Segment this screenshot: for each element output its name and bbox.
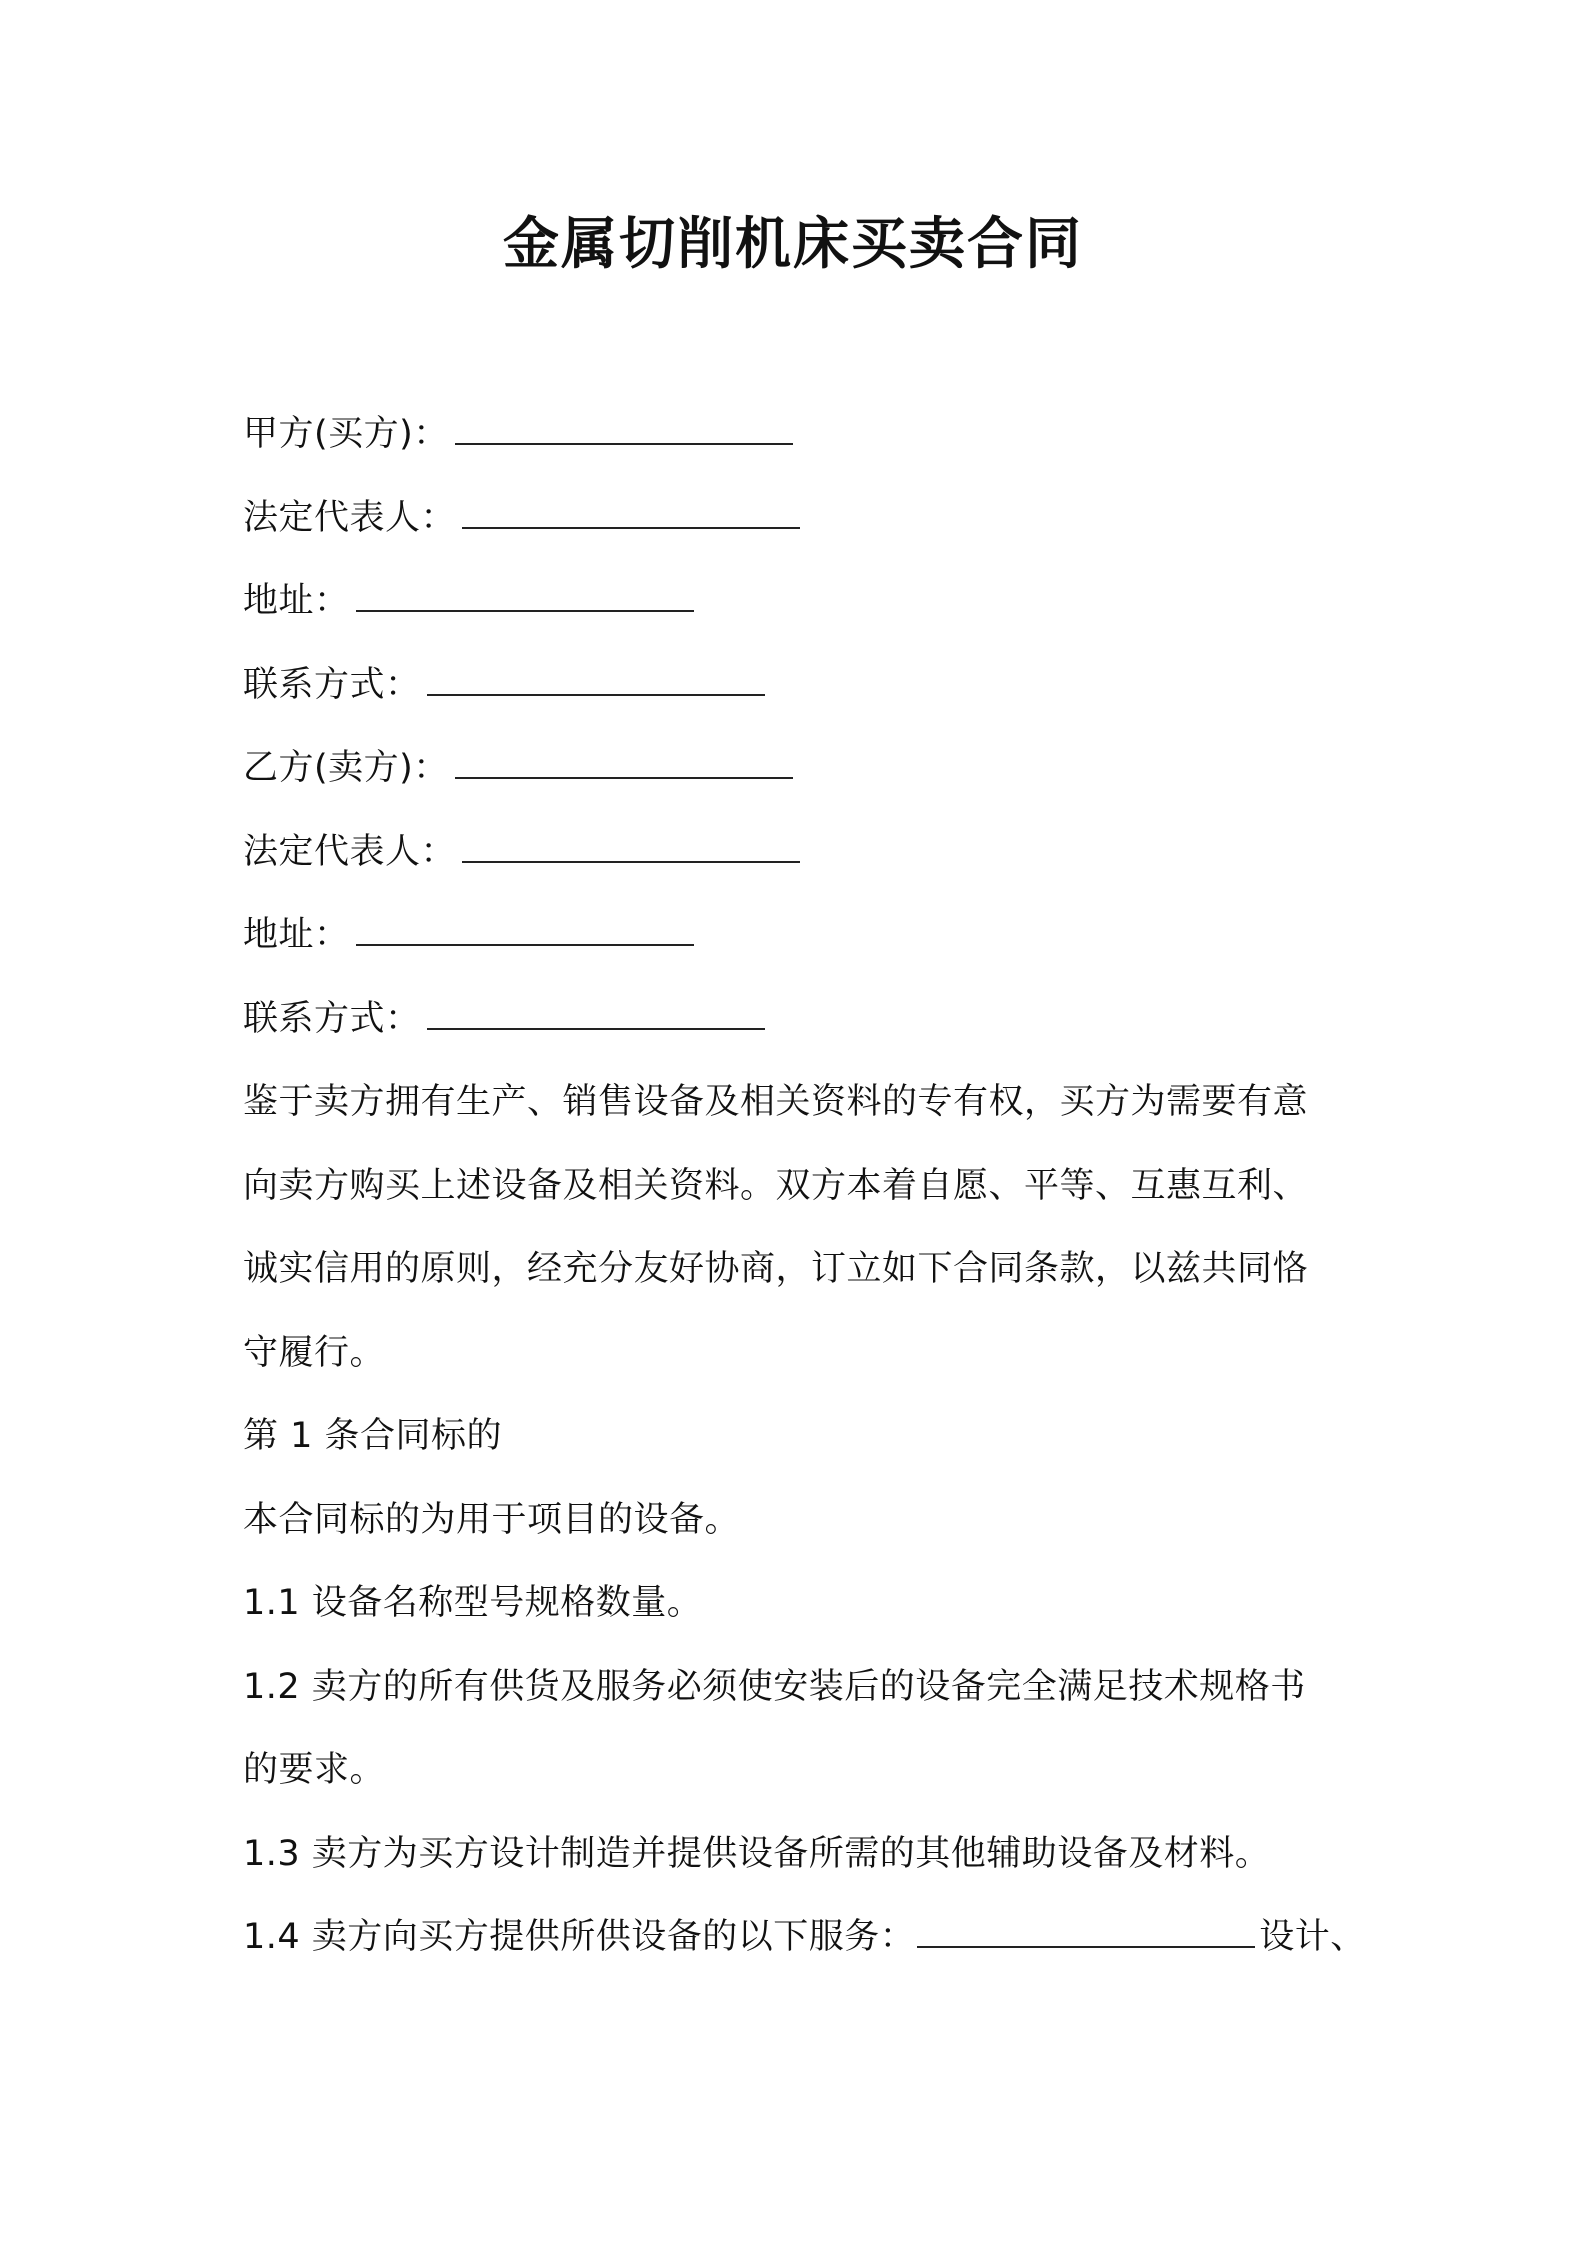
clause-1-4-blank — [917, 1916, 1255, 1948]
party-a-rep-label: 法定代表人： — [243, 497, 457, 538]
clause-1-4-suffix: 设计、 — [1259, 1917, 1366, 1957]
article-1-heading: 第 1 条合同标的 — [243, 1416, 503, 1456]
party-b-contact-label: 联系方式： — [243, 998, 421, 1039]
party-a-label: 甲方(买方)： — [243, 414, 449, 454]
preamble-line-1: 鉴于卖方拥有生产、销售设备及相关资料的专有权，买方为需要有意 — [243, 1082, 1309, 1122]
party-a-contact-label: 联系方式： — [243, 664, 421, 705]
party-b-rep-field — [243, 811, 1358, 895]
preamble-line-3: 诚实信用的原则，经充分友好协商，订立如下合同条款，以兹共同恪 — [243, 1249, 1309, 1289]
party-a-address-label: 地址： — [243, 581, 350, 621]
party-a-field — [243, 393, 1358, 477]
document-title: 金属切削机床买卖合同 — [503, 212, 1083, 277]
preamble-line-4: 守履行。 — [243, 1332, 386, 1373]
article-1-intro: 本合同标的为用于项目的设备。 — [243, 1499, 741, 1540]
party-a-address-field — [243, 560, 1358, 644]
party-a-contact-blank — [427, 664, 765, 696]
party-b-contact-blank — [427, 998, 765, 1030]
party-a-address-blank — [356, 580, 694, 612]
document-body — [243, 393, 1366, 1980]
party-b-address-blank — [356, 914, 694, 946]
party-a-contact-field — [243, 644, 1358, 728]
party-b-label: 乙方(卖方)： — [243, 748, 449, 788]
clause-1-1: 1.1 设备名称型号规格数量。 — [243, 1583, 703, 1623]
party-b-contact-field — [243, 978, 1358, 1062]
party-a-rep-blank — [462, 497, 800, 529]
party-b-rep-label: 法定代表人： — [243, 831, 457, 872]
party-b-address-label: 地址： — [243, 915, 350, 955]
party-a-blank — [455, 413, 793, 445]
party-b-field — [243, 727, 1358, 811]
preamble-line-2: 向卖方购买上述设备及相关资料。双方本着自愿、平等、互惠互利、 — [243, 1165, 1309, 1206]
party-b-address-field — [243, 894, 1358, 978]
clause-1-3: 1.3 卖方为买方设计制造并提供设备所需的其他辅助设备及材料。 — [243, 1833, 1271, 1874]
clause-1-4-prefix: 1.4 卖方向买方提供所供设备的以下服务： — [243, 1917, 916, 1957]
clause-1-2-line-1: 1.2 卖方的所有供货及服务必须使安装后的设备完全满足技术规格书 — [243, 1666, 1306, 1707]
clause-1-4 — [243, 1896, 1366, 1980]
party-b-blank — [455, 747, 793, 779]
party-b-rep-blank — [462, 831, 800, 863]
party-a-rep-field — [243, 477, 1358, 561]
clause-1-2-line-2: 的要求。 — [243, 1750, 386, 1790]
